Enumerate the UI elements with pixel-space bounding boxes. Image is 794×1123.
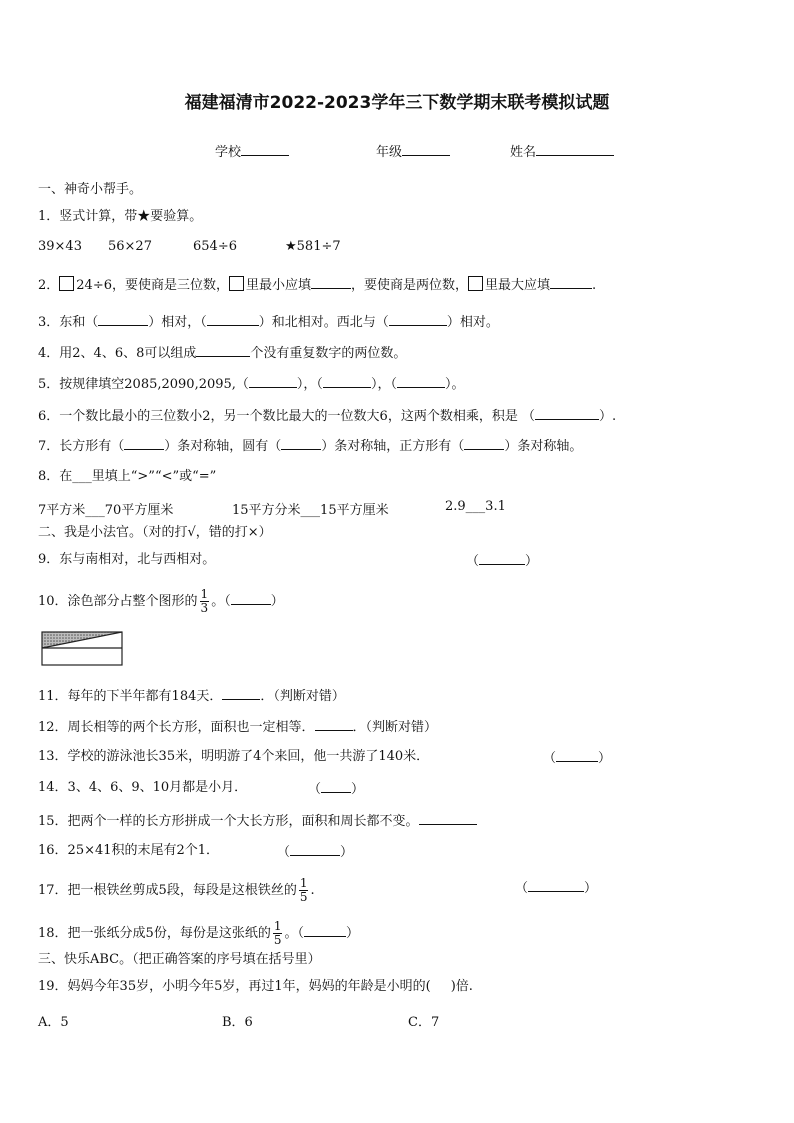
answer-blank[interactable]: [535, 406, 599, 420]
compare-item-3: 2.9___3.1: [445, 499, 506, 514]
school-field: [215, 141, 289, 160]
page-title: 福建福清市2022-2023学年三下数学期末联考模拟试题: [184, 93, 610, 113]
answer-blank[interactable]: [315, 717, 353, 731]
grade-blank[interactable]: [402, 142, 450, 156]
question-13: 13．学校的游泳池长35米，明明游了4个来回，他一共游了140米．: [38, 749, 430, 764]
question-9: 9．东与南相对，北与西相对。: [38, 552, 216, 567]
answer-blank[interactable]: [464, 436, 504, 450]
answer-blank[interactable]: [222, 686, 260, 700]
grade-label: 年级: [376, 145, 403, 160]
question-8: 8．在___里填上“>”“<”或“=”: [38, 469, 217, 484]
question-7: 7．长方形有（ ）条对称轴，圆有（ ）条对称轴，正方形有（ ）条对称轴。: [38, 436, 582, 456]
answer-blank[interactable]: [550, 275, 592, 289]
answer-blank[interactable]: [281, 436, 321, 450]
compare-item-2: 15平方分米___15平方厘米: [232, 503, 389, 518]
question-17: 17．把一根铁丝剪成5段，每段是这根铁丝的 $\frac{1}{5}$ .: [38, 876, 315, 904]
answer-blank[interactable]: [304, 923, 346, 937]
name-field: [510, 141, 614, 160]
answer-blank[interactable]: [124, 436, 164, 450]
answer-paren[interactable]: （ ）: [308, 779, 364, 799]
answer-paren[interactable]: （ ）: [515, 878, 597, 898]
section-2-heading: 二、我是小法官。（对的打√，错的打×）: [38, 525, 272, 540]
question-15: 15．把两个一样的长方形拼成一个大长方形，面积和周长都不变。: [38, 811, 477, 831]
fraction: $\frac{1}{5}$: [273, 919, 282, 947]
answer-paren[interactable]: （ ）: [277, 842, 353, 862]
question-11: 11．每年的下半年都有184天． ．（判断对错）: [38, 686, 345, 706]
answer-blank[interactable]: [311, 275, 351, 289]
question-5: 5．按规律填空2085,2090,2095,（ ），（ ），（ ）。: [38, 374, 464, 394]
answer-blank[interactable]: [249, 374, 297, 388]
fraction: $\frac{1}{5}$: [299, 876, 308, 904]
section-3-heading: 三、快乐ABC。（把正确答案的序号填在括号里）: [38, 952, 321, 967]
option-a[interactable]: A．5: [38, 1015, 69, 1030]
grade-field: [376, 141, 450, 160]
digit-box[interactable]: [59, 276, 74, 291]
question-19: 19．妈妈今年35岁，小明今年5岁，再过1年，妈妈的年龄是小明的( )倍.: [38, 979, 473, 994]
shaded-rectangle-figure: [41, 631, 125, 667]
question-6: 6．一个数比最小的三位数小2，另一个数比最大的一位数大6，这两个数相乘，积是 （ ）.: [38, 406, 616, 426]
question-16: 16．25×41积的末尾有2个1．: [38, 843, 220, 858]
name-blank[interactable]: [536, 142, 614, 156]
answer-blank[interactable]: [323, 374, 371, 388]
answer-blank[interactable]: [389, 312, 447, 326]
question-18: 18．把一张纸分成5份，每份是这张纸的 $\frac{1}{5}$ 。（ ）: [38, 919, 359, 947]
calc-item-3: 654÷6: [193, 239, 237, 254]
question-14: 14．3、4、6、9、10月都是小月．: [38, 780, 248, 795]
answer-paren[interactable]: （ ）: [466, 551, 538, 571]
calc-item-1: 39×43: [38, 239, 82, 254]
question-10: 10．涂色部分占整个图形的 $\frac{1}{3}$ 。（ ）: [38, 587, 284, 615]
fraction: $\frac{1}{3}$: [200, 587, 209, 615]
school-label: 学校: [215, 145, 242, 160]
answer-blank[interactable]: [419, 811, 477, 825]
question-12: 12．周长相等的两个长方形，面积也一定相等． ．（判断对错）: [38, 717, 437, 737]
calc-item-4: ★581÷7: [285, 239, 341, 254]
question-1: 1．竖式计算，带★要验算。: [38, 209, 203, 224]
option-b[interactable]: B．6: [222, 1015, 253, 1030]
question-4: 4．用2、4、6、8可以组成 个没有重复数字的两位数。: [38, 343, 406, 363]
answer-blank[interactable]: [397, 374, 445, 388]
answer-paren[interactable]: （ ）: [543, 748, 611, 768]
digit-box[interactable]: [229, 276, 244, 291]
answer-blank[interactable]: [196, 343, 250, 357]
compare-item-1: 7平方米___70平方厘米: [38, 503, 174, 518]
name-label: 姓名: [510, 145, 537, 160]
question-2: 2． 24÷6，要使商是三位数， 里最小应填 ，要使商是两位数， 里最大应填 .: [38, 275, 596, 295]
school-blank[interactable]: [241, 142, 289, 156]
option-c[interactable]: C．7: [408, 1015, 440, 1030]
calc-item-2: 56×27: [108, 239, 152, 254]
section-1-heading: 一、神奇小帮手。: [38, 182, 143, 197]
answer-blank[interactable]: [98, 312, 148, 326]
digit-box[interactable]: [468, 276, 483, 291]
question-3: 3．东和（ ）相对，（ ）和北相对。西北与（ ）相对。: [38, 312, 499, 332]
answer-blank[interactable]: [231, 591, 271, 605]
answer-blank[interactable]: [207, 312, 259, 326]
